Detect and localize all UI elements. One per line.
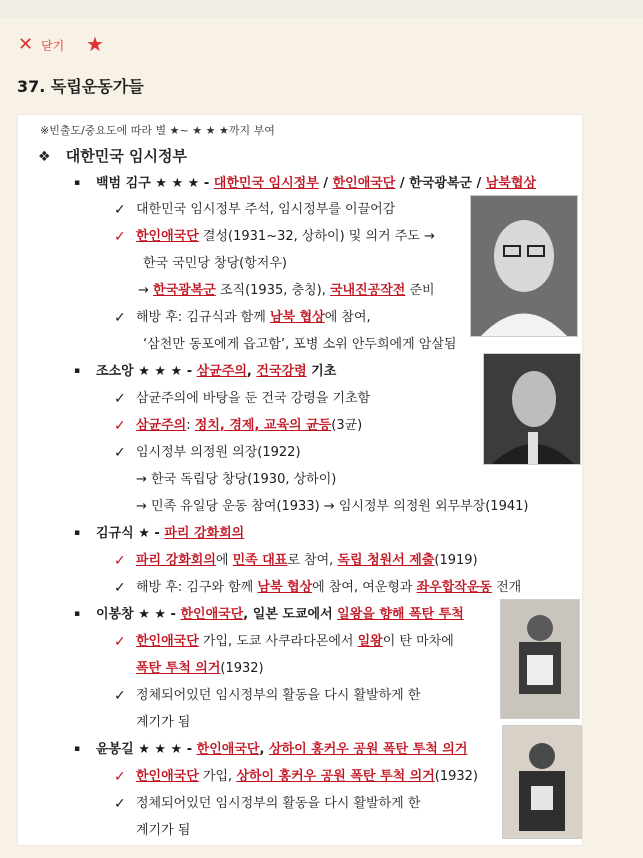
check-icon: ✓ [114, 229, 126, 245]
list-item: 정체되어있던 임시정부의 활동을 다시 활발하게 한 [136, 688, 421, 703]
check-icon: ✓ [114, 580, 126, 596]
list-item: 해방 후: 김구와 함께 남북 협상에 참여, 여운형과 좌우합작운동 전개 [136, 580, 522, 595]
list-item: 한인애국단 가입, 상하이 홍커우 공원 폭탄 투척 의거(1932) [136, 769, 479, 784]
list-item: → 민족 유일당 운동 참여(1933) → 임시정부 의정원 외무부장(1941) [136, 499, 529, 514]
list-item: 대한민국 임시정부 주석, 임시정부를 이끌어감 [136, 202, 396, 217]
diamond-bullet-icon: ❖ [38, 149, 51, 165]
check-icon: ✓ [114, 310, 126, 326]
bullet-icon: ▪ [74, 178, 81, 188]
section-title: 대한민국 임시정부 [65, 147, 187, 165]
close-label: 닫기 [41, 38, 65, 53]
check-icon: ✓ [114, 688, 126, 704]
section-heading [38, 145, 187, 166]
check-icon: ✓ [114, 553, 126, 569]
list-item: 임시정부 의정원 의장(1922) [136, 445, 301, 460]
yunbonggil-photo [502, 725, 582, 839]
check-icon: ✓ [114, 391, 126, 407]
tag-patriotic-corps[interactable]: 한인애국단 [332, 176, 396, 191]
check-icon: ✓ [114, 418, 126, 434]
bullet-icon: ▪ [74, 744, 81, 754]
content-card [17, 114, 583, 846]
check-icon: ✓ [114, 445, 126, 461]
x-icon: ✕ [18, 34, 34, 55]
status-bar [0, 0, 643, 18]
bullet-icon: ▪ [74, 528, 81, 538]
tag-north-south-talks[interactable]: 남북협상 [485, 176, 537, 191]
top-bar [0, 30, 643, 60]
person-josoang: 조소앙 ★ ★ ★ - 삼균주의, 건국강령 기초 [96, 364, 337, 379]
check-icon: ✓ [114, 769, 126, 785]
list-item: 계기가 됨 [136, 823, 191, 838]
star-rating-note: ※빈출도/중요도에 따라 별 ★~ ★ ★ ★까지 부여 [40, 124, 275, 137]
person-kimgu: 백범 김구 ★ ★ ★ - 대한민국 임시정부 / 한인애국단 / 한국광복군 / 남북협상 [96, 176, 537, 191]
list-item: 폭탄 투척 의거(1932) [136, 661, 264, 676]
tag-provisional-government[interactable]: 대한민국 임시정부 [213, 176, 319, 191]
list-item: ‘삼천만 동포에게 읍고함’, 포병 소위 안두희에게 암살됨 [143, 337, 457, 352]
kimgu-photo [470, 195, 578, 337]
bullet-icon: ▪ [74, 609, 81, 619]
list-item: 정체되어있던 임시정부의 활동을 다시 활발하게 한 [136, 796, 421, 811]
person-kimgyusik: 김규식 ★ - 파리 강화회의 [96, 526, 245, 541]
list-item: 해방 후: 김규식과 함께 남북 협상에 참여, [136, 310, 371, 325]
bullet-icon: ▪ [74, 366, 81, 376]
list-item: 파리 강화회의에 민족 대표로 참여, 독립 청원서 제출(1919) [136, 553, 478, 568]
close-button[interactable] [18, 36, 64, 54]
list-item: 계기가 됨 [136, 715, 191, 730]
check-icon: ✓ [114, 796, 126, 812]
list-item: → 한국광복군 조직(1935, 충칭), 국내진공작전 준비 [138, 283, 435, 298]
list-item: 한국 국민당 창당(항저우) [143, 256, 287, 271]
person-yunbonggil: 윤봉길 ★ ★ ★ - 한인애국단, 상하이 홍커우 공원 폭탄 투척 의거 [96, 742, 468, 757]
list-item: 한인애국단 결성(1931~32, 상하이) 및 의거 주도 → [136, 229, 435, 244]
star-icon[interactable]: ★ [86, 32, 104, 56]
leebongchang-photo [500, 599, 580, 719]
list-item: 삼균주의: 정치, 경제, 교육의 균등(3균) [136, 418, 363, 433]
list-item: 한인애국단 가입, 도쿄 사쿠라다몬에서 일왕이 탄 마차에 [136, 634, 454, 649]
check-icon: ✓ [114, 634, 126, 650]
josoang-photo [483, 353, 581, 465]
page-title: 37. 독립운동가들 [17, 77, 144, 96]
list-item: 삼균주의에 바탕을 둔 건국 강령을 기초함 [136, 391, 371, 406]
list-item: → 한국 독립당 창당(1930, 상하이) [136, 472, 337, 487]
person-leebongchang: 이봉창 ★ ★ - 한인애국단, 일본 도쿄에서 일왕을 향해 폭탄 투척 [96, 607, 464, 622]
check-icon: ✓ [114, 202, 126, 218]
